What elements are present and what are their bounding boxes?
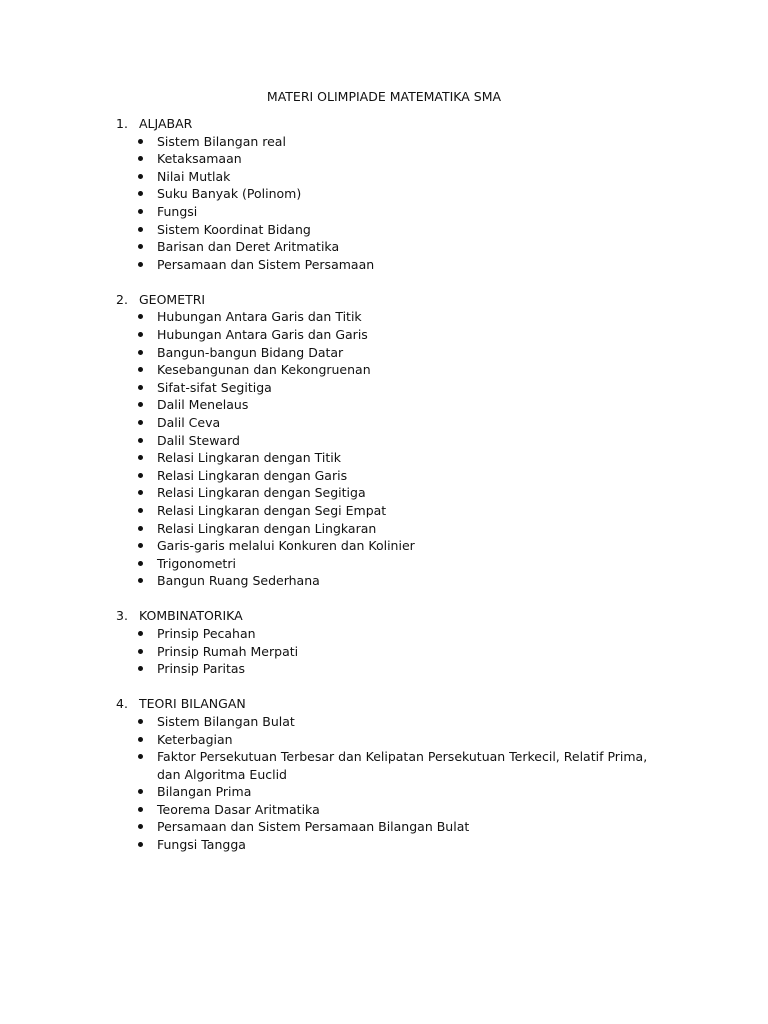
- list-item-text: Trigonometri: [157, 555, 236, 571]
- bullet-icon: [138, 490, 143, 495]
- list-item-text: Nilai Mutlak: [157, 168, 231, 184]
- section-heading: [0, 291, 768, 309]
- bullet-icon: [138, 789, 143, 794]
- bullet-icon: [138, 156, 143, 161]
- list-item: [0, 432, 768, 450]
- list-item: [0, 484, 768, 502]
- list-item-text: Faktor Persekutuan Terbesar dan Kelipatan Persekutuan Terkecil, Relatif Prima, dan Algoritma Euclid: [157, 749, 648, 782]
- list-item: [0, 449, 768, 467]
- list-item: [0, 818, 768, 836]
- bullet-icon: [138, 244, 143, 249]
- bullet-icon: [138, 737, 143, 742]
- list-item-text: Prinsip Rumah Merpati: [157, 643, 299, 659]
- list-item-text: Kesebangunan dan Kekongruenan: [157, 362, 371, 378]
- list-item: [0, 467, 768, 485]
- section-number: 4.: [116, 696, 128, 712]
- bullet-icon: [138, 631, 143, 636]
- list-item-text: Relasi Lingkaran dengan Titik: [157, 450, 341, 466]
- bullet-icon: [138, 649, 143, 654]
- list-item: [0, 344, 768, 362]
- section-heading: [0, 115, 768, 133]
- section: [0, 291, 768, 590]
- bullet-icon: [138, 209, 143, 214]
- section-label: KOMBINATORIKA: [139, 608, 243, 624]
- list-item: [0, 308, 768, 326]
- list-item-text: Garis-garis melalui Konkuren dan Kolinier: [157, 538, 415, 554]
- list-item-text: Prinsip Pecahan: [157, 626, 256, 642]
- list-item: [0, 537, 768, 555]
- bullet-icon: [138, 526, 143, 531]
- bullet-icon: [138, 666, 143, 671]
- list-item-text: Bilangan Prima: [157, 784, 252, 800]
- list-item-text: Fungsi Tangga: [157, 837, 246, 853]
- bullet-icon: [138, 438, 143, 443]
- list-item: [0, 396, 768, 414]
- list-item-text: Bangun Ruang Sederhana: [157, 573, 320, 589]
- list-item-text: Relasi Lingkaran dengan Lingkaran: [157, 520, 377, 536]
- section-label: TEORI BILANGAN: [139, 696, 246, 712]
- bullet-icon: [138, 350, 143, 355]
- list-item: [0, 783, 768, 801]
- section-number: 2.: [116, 291, 128, 307]
- list-item: [0, 572, 768, 590]
- bullet-icon: [138, 473, 143, 478]
- bullet-icon: [138, 578, 143, 583]
- list-item-text: Sistem Bilangan Bulat: [157, 713, 295, 729]
- list-item: [0, 185, 768, 203]
- list-item: [0, 379, 768, 397]
- section-label: ALJABAR: [139, 116, 193, 131]
- list-item: [0, 801, 768, 819]
- section-heading: [0, 607, 768, 625]
- section: [0, 695, 768, 853]
- bullet-icon: [138, 139, 143, 144]
- list-item: [0, 326, 768, 344]
- bullet-icon: [138, 543, 143, 548]
- list-item: [0, 748, 768, 783]
- list-item: [0, 713, 768, 731]
- bullet-icon: [138, 314, 143, 319]
- list-item-text: Sifat-sifat Segitiga: [157, 379, 272, 395]
- bullet-icon: [138, 174, 143, 179]
- bullet-icon: [138, 420, 143, 425]
- bullet-icon: [138, 262, 143, 267]
- bullet-icon: [138, 367, 143, 372]
- list-item-text: Hubungan Antara Garis dan Garis: [157, 327, 368, 343]
- section-heading: [0, 695, 768, 713]
- bullet-icon: [138, 719, 143, 724]
- section: [0, 607, 768, 677]
- bullet-list: [0, 625, 768, 678]
- section-number: 3.: [116, 608, 128, 624]
- bullet-icon: [138, 227, 143, 232]
- section-number: 1.: [116, 116, 128, 131]
- list-item: [0, 555, 768, 573]
- list-item-text: Hubungan Antara Garis dan Titik: [157, 309, 362, 325]
- list-item: [0, 203, 768, 221]
- list-item-text: Fungsi: [157, 203, 198, 219]
- list-item: [0, 238, 768, 256]
- bullet-icon: [138, 402, 143, 407]
- list-item: [0, 660, 768, 678]
- list-item: [0, 414, 768, 432]
- bullet-icon: [138, 561, 143, 566]
- document-title: MATERI OLIMPIADE MATEMATIKA SMA: [266, 89, 502, 104]
- bullet-icon: [138, 807, 143, 812]
- list-item-text: Dalil Menelaus: [157, 397, 249, 413]
- list-item: [0, 643, 768, 661]
- list-item-text: Suku Banyak (Polinom): [157, 186, 302, 202]
- list-item: [0, 221, 768, 239]
- bullet-icon: [138, 754, 143, 759]
- list-item-text: Relasi Lingkaran dengan Segi Empat: [157, 502, 387, 518]
- bullet-icon: [138, 824, 143, 829]
- bullet-icon: [138, 332, 143, 337]
- list-item: [0, 168, 768, 186]
- bullet-icon: [138, 385, 143, 390]
- list-item-text: Sistem Koordinat Bidang: [157, 221, 311, 237]
- list-item: [0, 133, 768, 151]
- section: [0, 115, 768, 273]
- list-item: [0, 150, 768, 168]
- list-item-text: Persamaan dan Sistem Persamaan Bilangan Bulat: [157, 819, 470, 835]
- list-item: [0, 731, 768, 749]
- bullet-list: [0, 133, 768, 274]
- list-item-text: Prinsip Paritas: [157, 661, 246, 677]
- bullet-list: [0, 713, 768, 854]
- bullet-list: [0, 308, 768, 590]
- bullet-icon: [138, 191, 143, 196]
- list-item-text: Keterbagian: [157, 731, 233, 747]
- bullet-icon: [138, 455, 143, 460]
- list-item-text: Dalil Ceva: [157, 415, 221, 430]
- list-item: [0, 361, 768, 379]
- section-label: GEOMETRI: [139, 291, 206, 307]
- list-item-text: Dalil Steward: [157, 432, 240, 448]
- bullet-icon: [138, 842, 143, 847]
- list-item-text: Sistem Bilangan real: [157, 133, 286, 149]
- list-item: [0, 520, 768, 538]
- list-item: [0, 502, 768, 520]
- list-item-text: Barisan dan Deret Aritmatika: [157, 239, 340, 255]
- list-item-text: Relasi Lingkaran dengan Segitiga: [157, 485, 366, 501]
- list-item-text: Ketaksamaan: [157, 151, 242, 167]
- list-item-text: Bangun-bangun Bidang Datar: [157, 344, 344, 360]
- section-list: [0, 115, 768, 871]
- list-item: [0, 836, 768, 854]
- list-item-text: Persamaan dan Sistem Persamaan: [157, 256, 375, 272]
- list-item-text: Relasi Lingkaran dengan Garis: [157, 467, 348, 483]
- list-item: [0, 256, 768, 274]
- list-item: [0, 625, 768, 643]
- bullet-icon: [138, 508, 143, 513]
- list-item-text: Teorema Dasar Aritmatika: [157, 801, 320, 817]
